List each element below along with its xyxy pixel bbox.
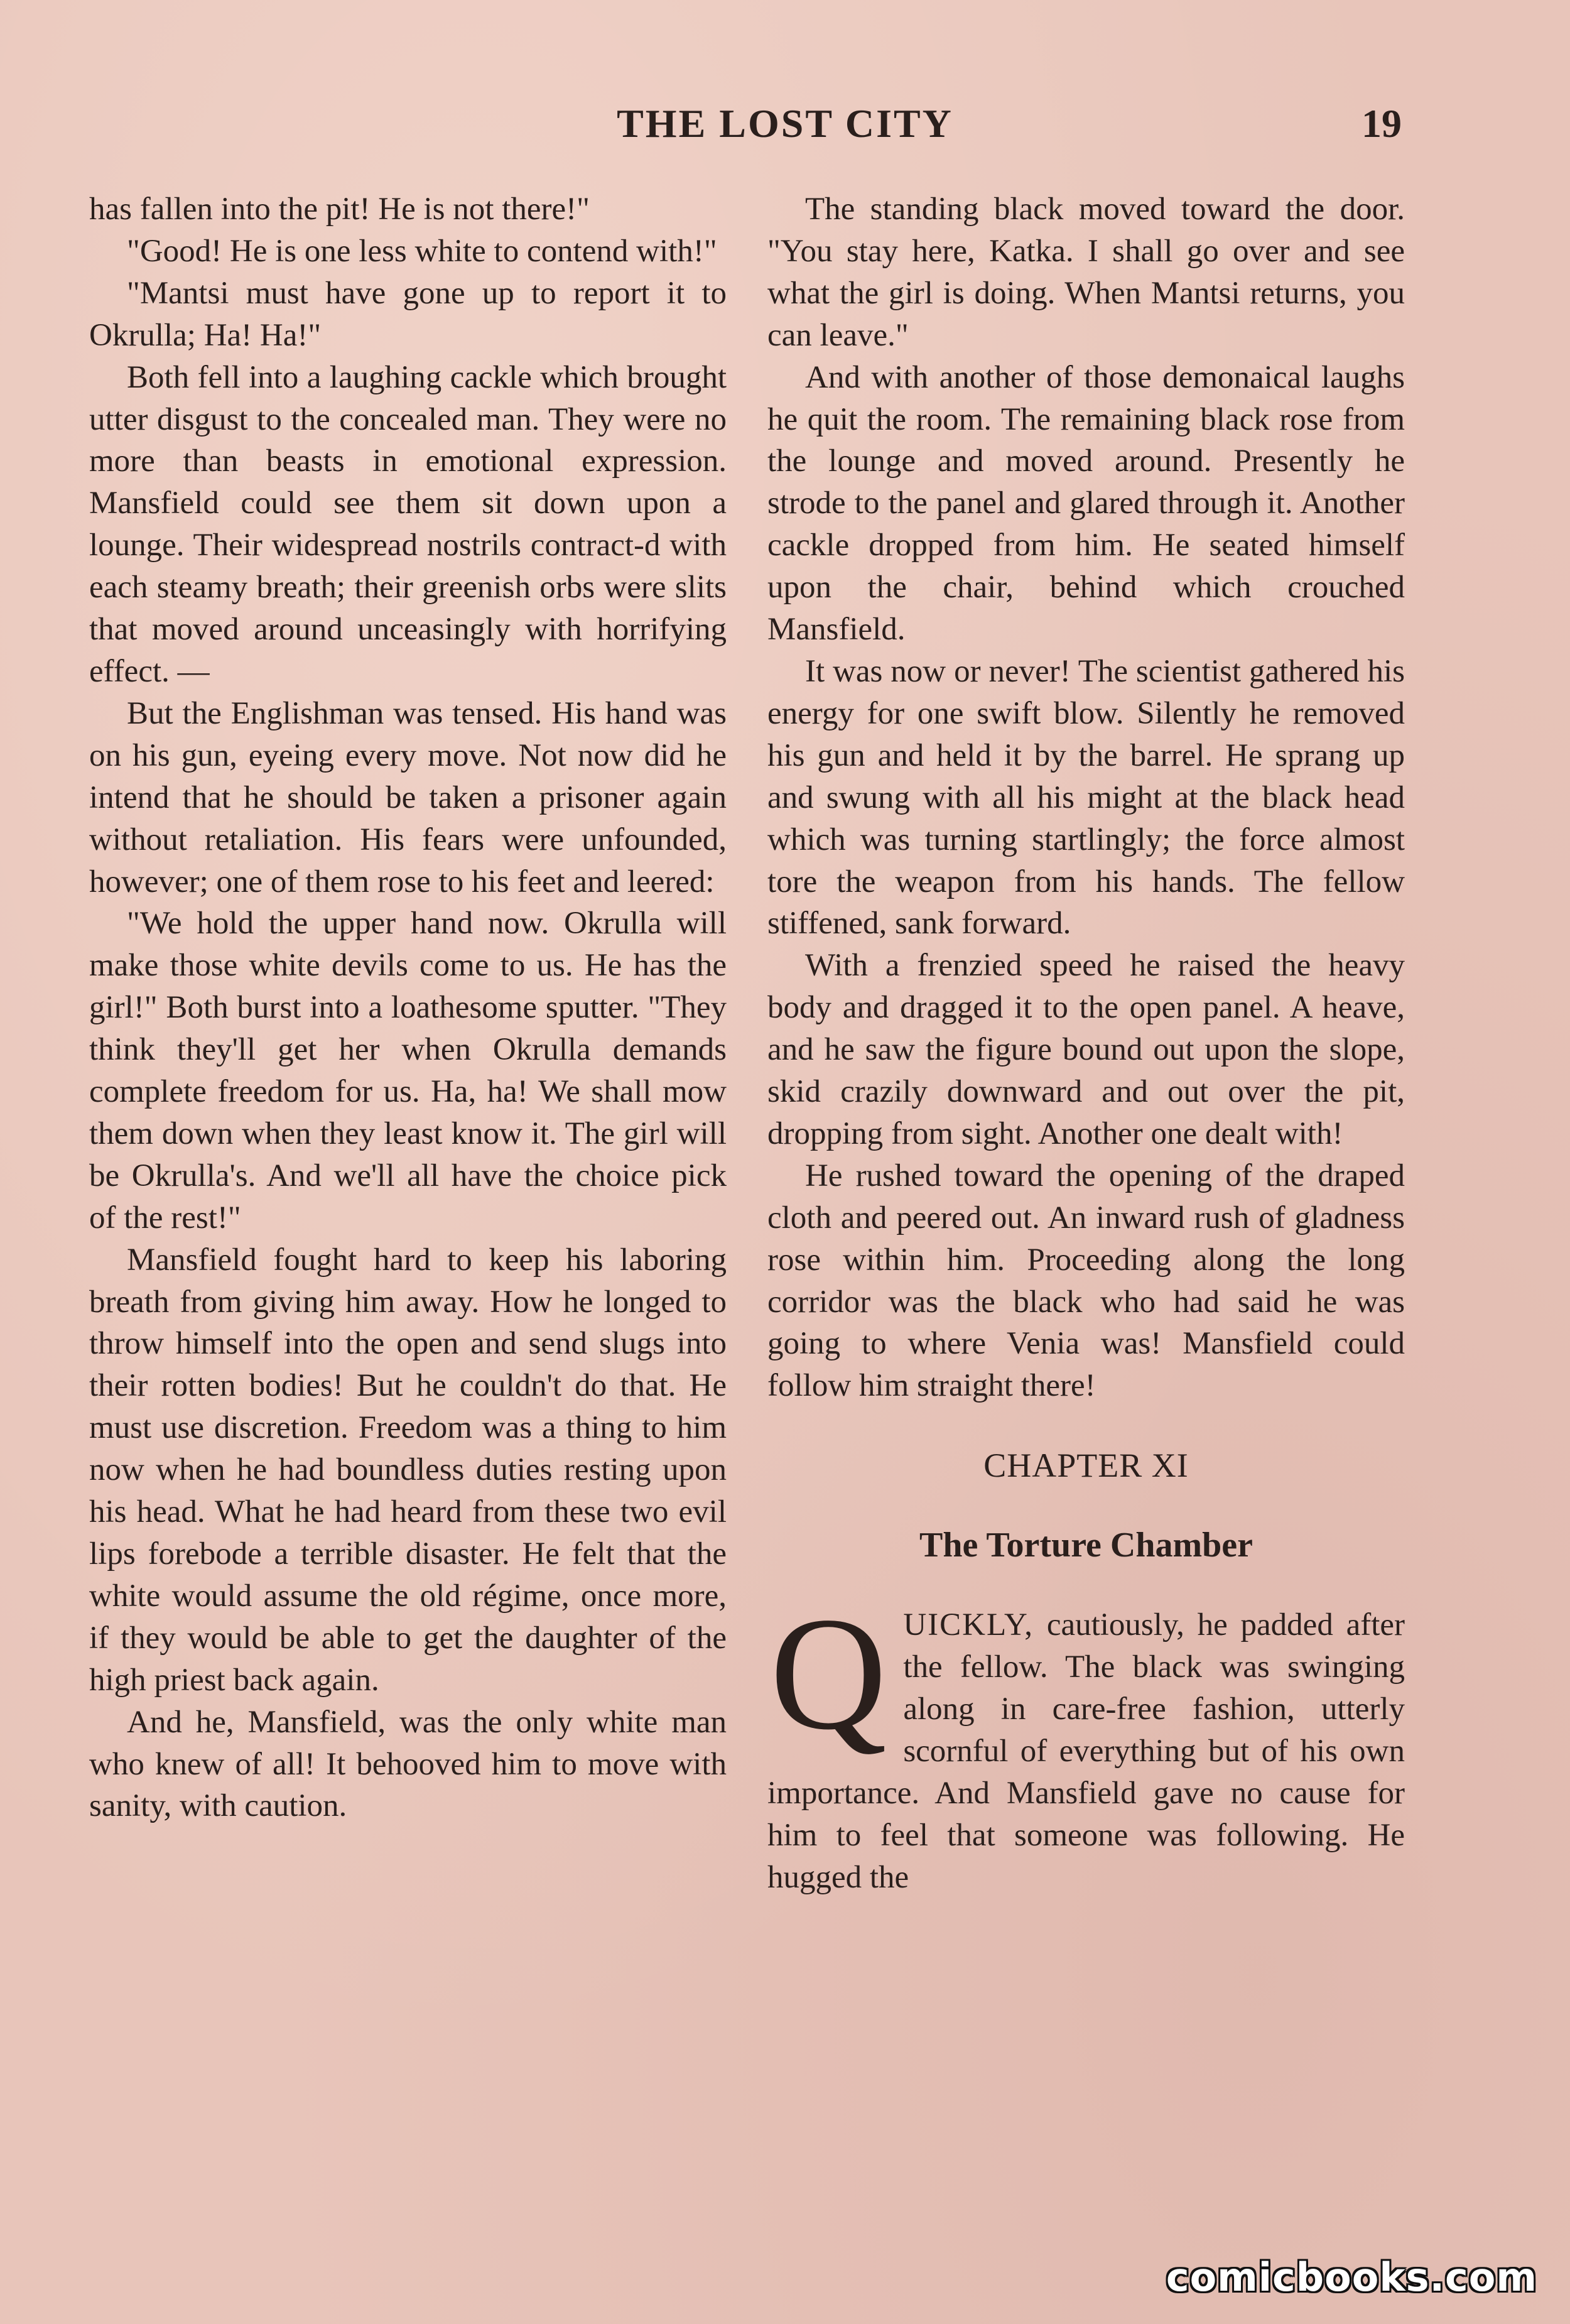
- page-number: 19: [1362, 101, 1402, 146]
- paragraph: With a frenzied speed he raised the heavy body and dragged it to the open panel. A heave, and he saw the figure bound out upon the slope, skid crazily downward and out over the pit, dropping from sight. Another one dealt with!: [767, 948, 1405, 1151]
- drop-cap: Q: [770, 1583, 887, 1764]
- left-column: [89, 188, 727, 1827]
- paragraph: "Good! He is one less white to contend with!": [127, 233, 717, 269]
- paragraph: has fallen into the pit! He is not there!": [89, 192, 590, 227]
- right-column: [767, 188, 1405, 1898]
- paragraph: But the Englishman was tensed. His hand was on his gun, eyeing every move. Not now did he intend that he should be taken a prisoner again without retaliation. His fears were unfounded, however; one of them rose to his feet and leered:: [89, 695, 727, 899]
- paragraph: Both fell into a laughing cackle which brought utter disgust to the concealed man. They were no more than beasts in emotional expression. Mansfield could see them sit down upon a lounge. Their widespread nostrils contract-d with each steamy breath; their greenish orbs were slits that moved around unceasingly with horrifying effect. —: [89, 359, 727, 689]
- opening-caps: UICKLY,: [903, 1607, 1034, 1643]
- chapter-title: The Torture Chamber: [919, 1526, 1253, 1565]
- running-title: THE LOST CITY: [617, 101, 953, 146]
- paragraph: The standing black moved toward the door. "You stay here, Katka. I shall go over and see what the girl is doing. When Mantsi returns, you can leave.": [767, 192, 1405, 353]
- opening-text: cautiously, he padded after the fellow. The black was swinging along in care-free fashion, utterly scornful of everything but of his own importance. And Mansfield gave no cause for him to feel that someone was following. He hugged the: [767, 1607, 1405, 1895]
- paragraph: And he, Mansfield, was the only white man who knew of all! It behooved him to move with sanity, with caution.: [89, 1704, 727, 1824]
- watermark: comicbooks.com: [1166, 2254, 1537, 2300]
- paragraph: Mansfield fought hard to keep his laboring breath from giving him away. How he longed to throw himself into the open and send slugs into their rotten bodies! But he couldn't do that. He must use discretion. Freedom was a thing to him now when he had boundless duties resting upon his head. What he had heard from these two evil lips forebode a terrible disaster. He felt that the white would assume the old régime, once more, if they would be able to get the daughter of the high priest back again.: [89, 1242, 727, 1698]
- paragraph: And with another of those demonaical laughs he quit the room. The remaining black rose from the lounge and moved around. Presently he strode to the panel and glared through it. Another cackle dropped from him. He seated himself upon the chair, behind which crouched Mansfield.: [767, 359, 1405, 648]
- chapter-opening-paragraph: [767, 1583, 1405, 1898]
- paragraph: "We hold the upper hand now. Okrulla will make those white devils come to us. He has the girl!" Both burst into a loathesome sputter. "They think they'll get her when Okrulla demands complete freedom for us. Ha, ha! We shall mow them down when they least know it. The girl will be Okrulla's. And we'll all have the choice pick of the rest!": [89, 906, 727, 1235]
- chapter-number: CHAPTER XI: [983, 1447, 1189, 1485]
- paragraph: He rushed toward the opening of the draped cloth and peered out. An inward rush of gladness rose within him. Proceeding along the long corridor was the black who had said he was going to where Venia was! Mansfield could follow him straight there!: [767, 1158, 1405, 1404]
- paragraph: "Mantsi must have gone up to report it to Okrulla; Ha! Ha!": [89, 275, 727, 353]
- paragraph: It was now or never! The scientist gathered his energy for one swift blow. Silently he removed his gun and held it by the barrel. He sprang up and swung with all his might at the black head which was turning startlingly; the force almost tore the weapon from his hands. The fellow stiffened, sank forward.: [767, 653, 1405, 942]
